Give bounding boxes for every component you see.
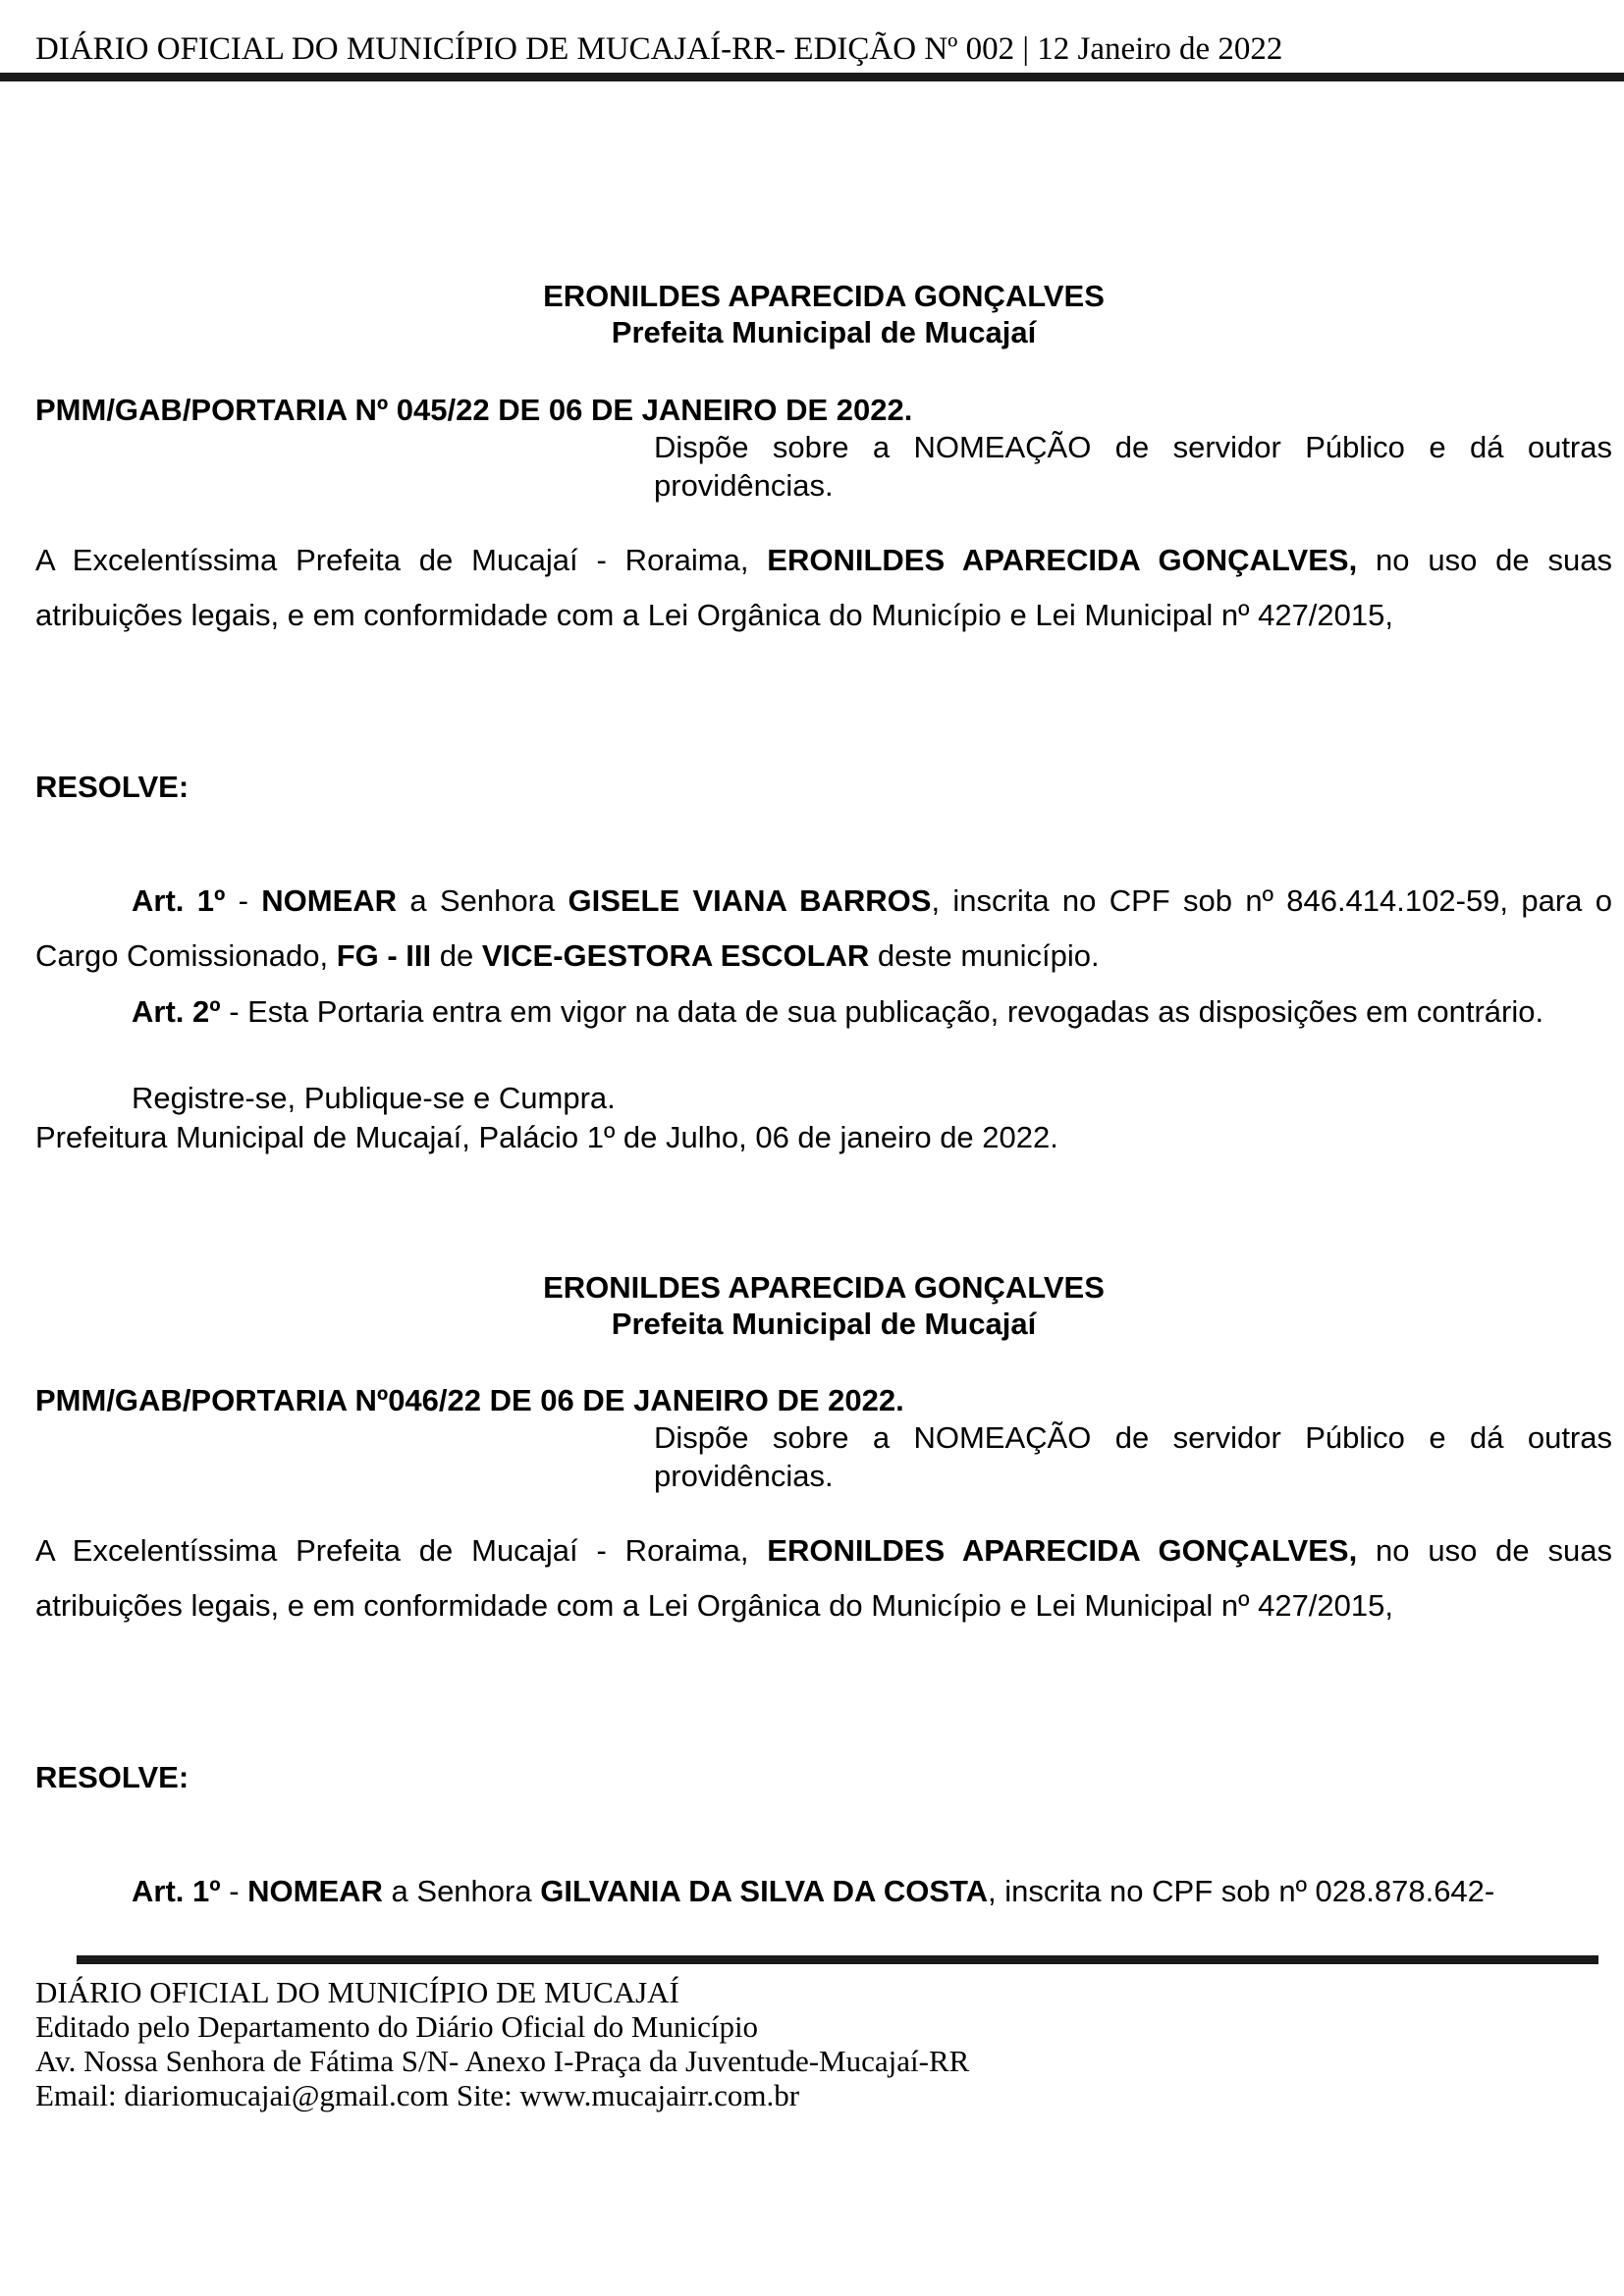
ementa-block-1 <box>35 428 1612 505</box>
resolve-heading-1: RESOLVE: <box>35 770 189 804</box>
footer-title: DIÁRIO OFICIAL DO MUNICÍPIO DE MUCAJAÍ <box>35 1975 679 2009</box>
appointee-name: GISELE VIANA BARROS <box>568 883 932 918</box>
page-footer <box>35 1975 969 2112</box>
preamble-text-end: no uso de suas atribuições legais, e em conformidade com a Lei Orgânica do Município e Lei Municipal nº 427/2015, <box>35 543 1612 632</box>
article-label: Art. 2º <box>132 994 221 1029</box>
closing-formula: Registre-se, Publique-se e Cumpra. <box>132 1081 616 1115</box>
signatory-block-1 <box>35 278 1612 350</box>
portaria-title-046: PMM/GAB/PORTARIA Nº046/22 DE 06 DE JANEIRO DE 2022. <box>35 1383 904 1417</box>
article-label: Art. 1º <box>132 883 226 918</box>
signatory-block-2 <box>35 1269 1612 1342</box>
article-verb: NOMEAR <box>247 1874 383 1908</box>
ementa-block-2 <box>35 1418 1612 1495</box>
article-text: , inscrita no CPF sob nº 028.878.642- <box>988 1874 1495 1908</box>
article-text: a Senhora <box>397 883 568 918</box>
article-dash: - <box>220 1874 248 1908</box>
preamble-text: A Excelentíssima Prefeita de Mucajaí - Roraima, <box>35 1533 768 1568</box>
article-text: deste município. <box>869 938 1100 973</box>
article-text: , inscrita no CPF sob nº 846.414.102-59, para o Cargo Comissionado, <box>35 883 1612 973</box>
portaria-title-045: PMM/GAB/PORTARIA Nº 045/22 DE 06 DE JANEIRO DE 2022. <box>35 393 913 427</box>
article-1-046 <box>35 1872 1612 1911</box>
footer-editor: Editado pelo Departamento do Diário Oficial do Município <box>35 2009 759 2044</box>
resolve-heading-2: RESOLVE: <box>35 1760 189 1794</box>
appointee-name: GILVANIA DA SILVA DA COSTA <box>540 1874 989 1908</box>
preamble-2 <box>35 1523 1612 1633</box>
header-rule <box>0 73 1624 81</box>
preamble-name: ERONILDES APARECIDA GONÇALVES, <box>767 1533 1358 1568</box>
ementa: Dispõe sobre a NOMEAÇÃO de servidor Público e dá outras providências. <box>654 1420 1612 1493</box>
preamble-text-end: no uso de suas atribuições legais, e em conformidade com a Lei Orgânica do Município e Lei Municipal nº 427/2015, <box>35 1533 1612 1623</box>
article-2-045 <box>35 992 1612 1032</box>
signatory-role: Prefeita Municipal de Mucajaí <box>611 315 1037 349</box>
ementa: Dispõe sobre a NOMEAÇÃO de servidor Público e dá outras providências. <box>654 430 1612 503</box>
signatory-role: Prefeita Municipal de Mucajaí <box>611 1307 1037 1341</box>
article-text: a Senhora <box>382 1874 541 1908</box>
signatory-name: ERONILDES APARECIDA GONÇALVES <box>543 279 1105 313</box>
place-date: Prefeitura Municipal de Mucajaí, Palácio 1º de Julho, 06 de janeiro de 2022. <box>35 1120 1058 1154</box>
article-1-045 <box>35 874 1612 984</box>
footer-rule <box>77 1955 1598 1964</box>
preamble-name: ERONILDES APARECIDA GONÇALVES, <box>767 543 1358 577</box>
article-dash: - <box>225 883 262 918</box>
closing-block-1 <box>35 1079 1612 1157</box>
signatory-name: ERONILDES APARECIDA GONÇALVES <box>543 1270 1105 1305</box>
article-text: - Esta Portaria entra em vigor na data de sua publicação, revogadas as disposições em contrário. <box>220 994 1544 1029</box>
footer-contact: Email: diariomucajai@gmail.com Site: www.mucajairr.com.br <box>35 2078 800 2112</box>
function-grade: FG - III <box>336 938 432 973</box>
preamble-text: A Excelentíssima Prefeita de Mucajaí - Roraima, <box>35 543 768 577</box>
page-header: DIÁRIO OFICIAL DO MUNICÍPIO DE MUCAJAÍ-RR- EDIÇÃO Nº 002 | 12 Janeiro de 2022 <box>35 31 1283 67</box>
preamble-1 <box>35 533 1612 643</box>
position-title: VICE-GESTORA ESCOLAR <box>481 938 870 973</box>
article-label: Art. 1º <box>132 1874 221 1908</box>
footer-address: Av. Nossa Senhora de Fátima S/N- Anexo I-Praça da Juventude-Mucajaí-RR <box>35 2044 970 2078</box>
article-verb: NOMEAR <box>261 883 398 918</box>
article-text: de <box>431 938 482 973</box>
